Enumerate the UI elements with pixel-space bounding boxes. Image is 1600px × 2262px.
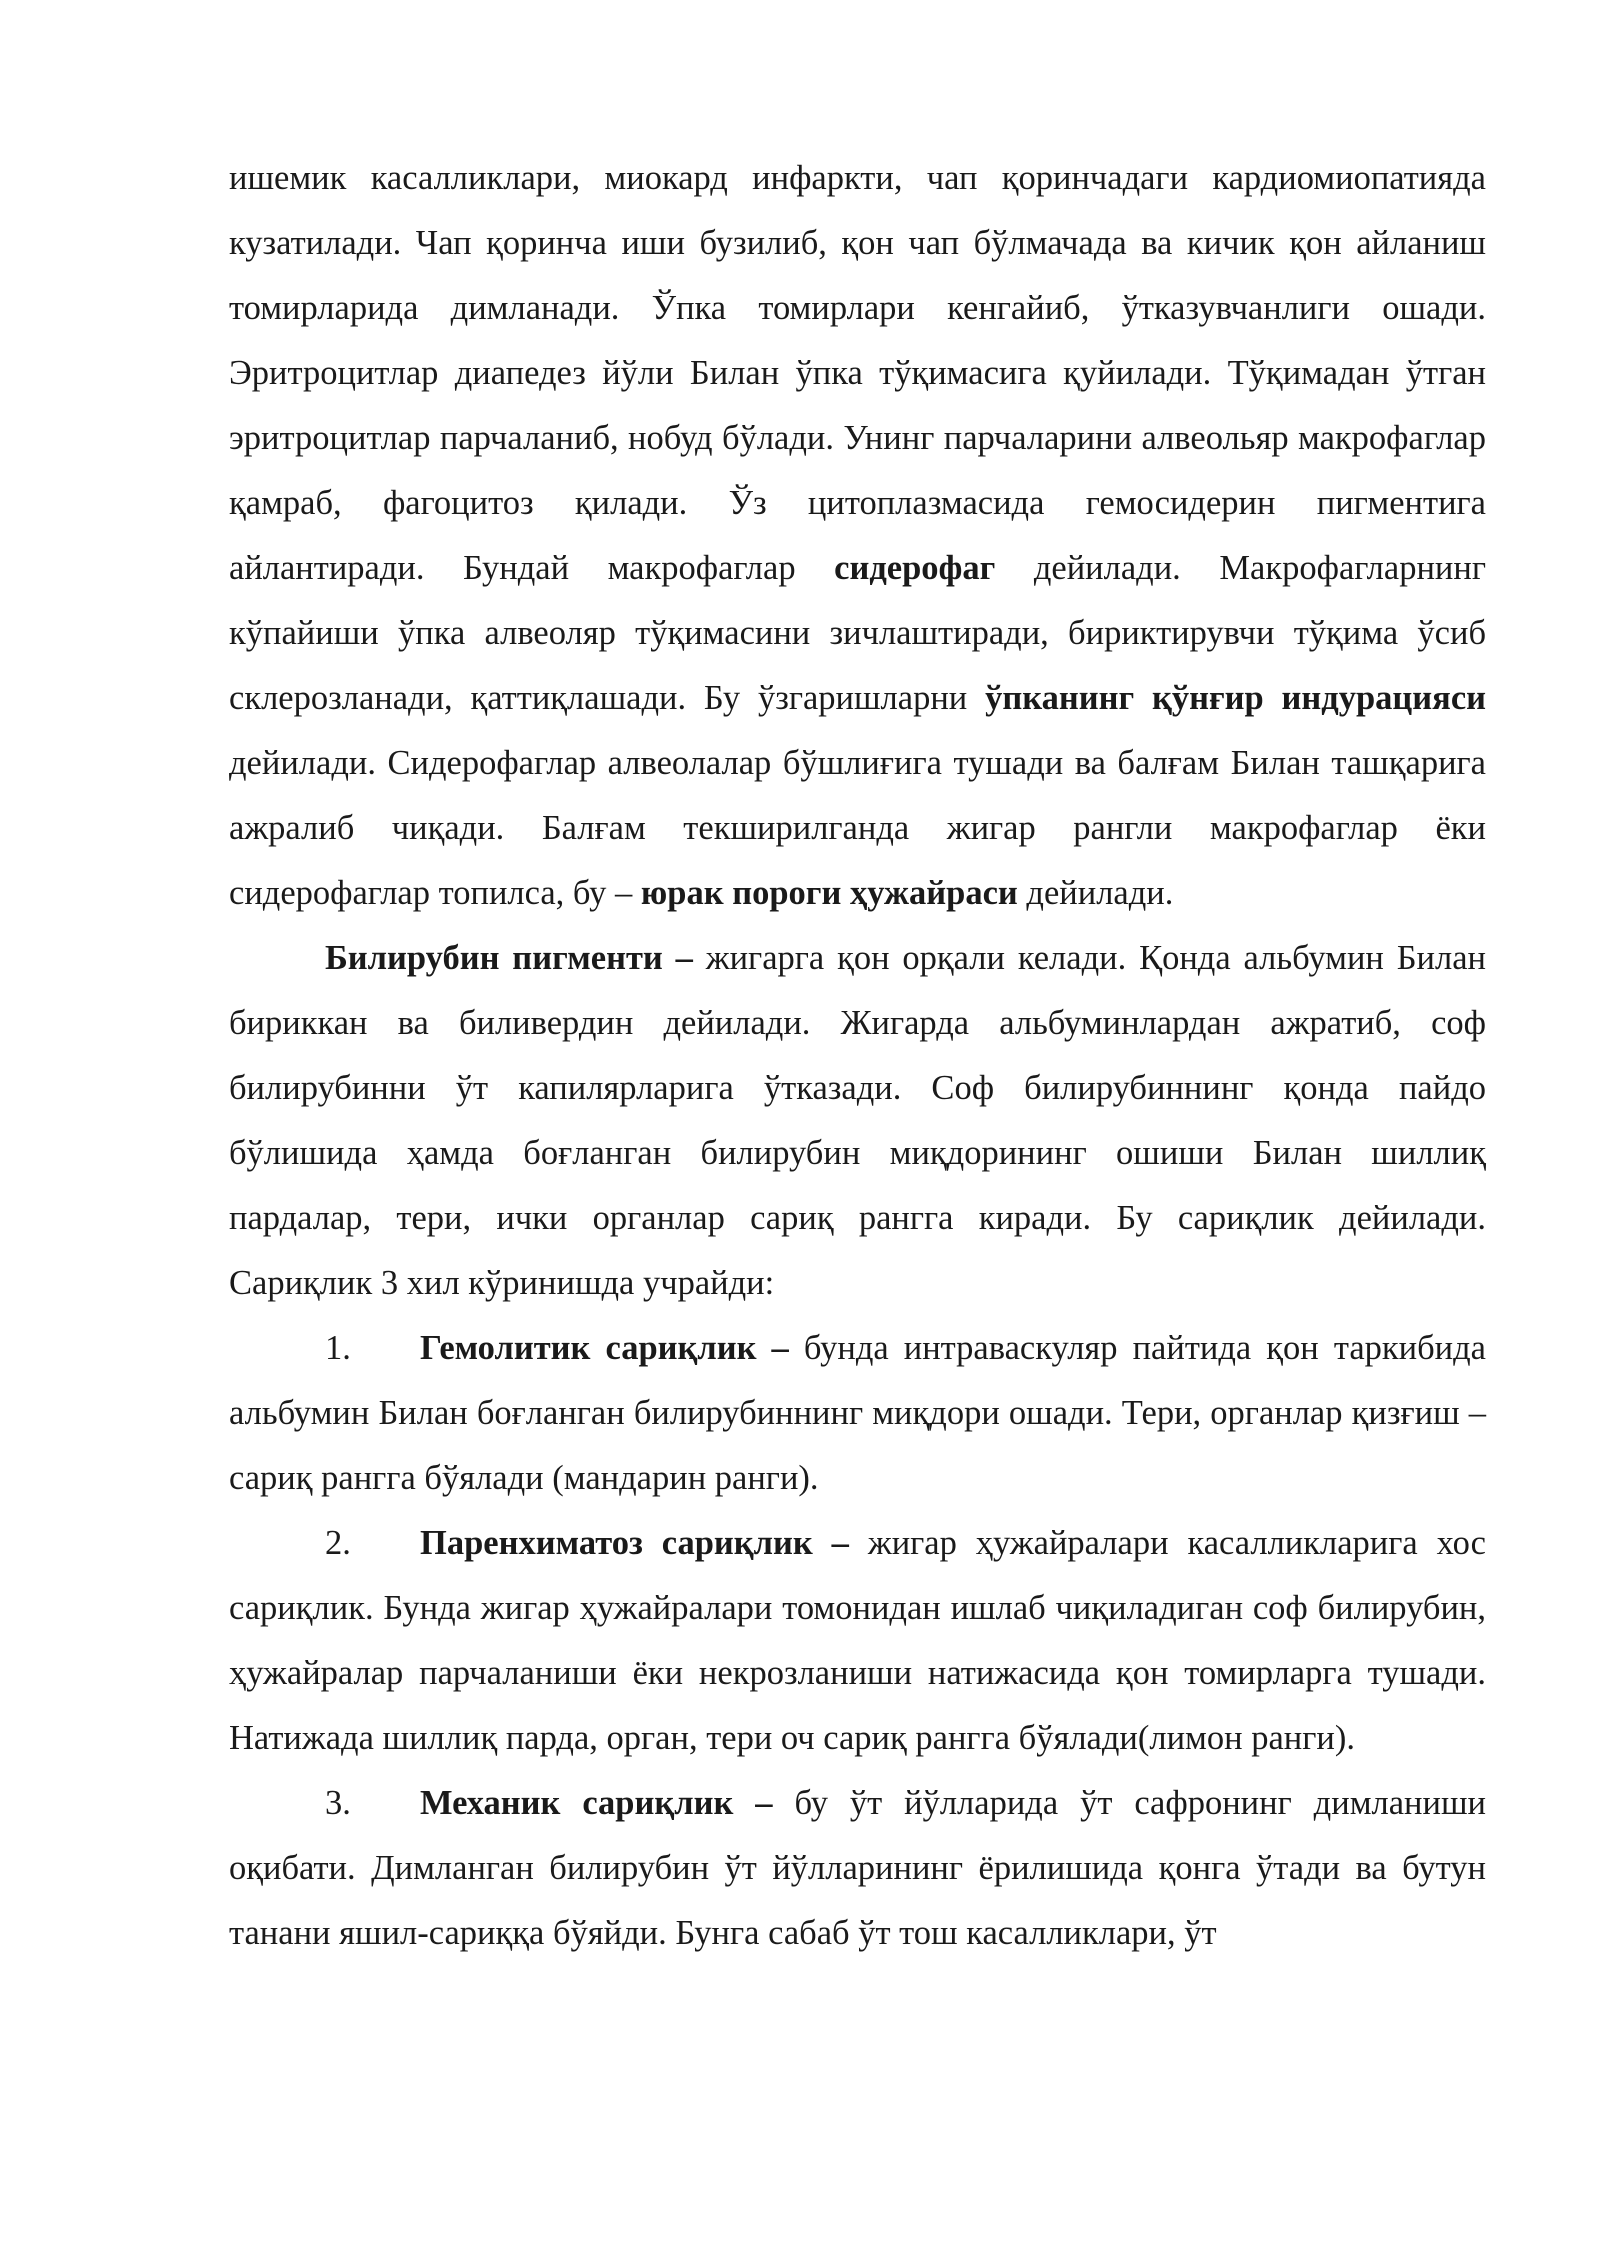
term-heart-failure-cell: юрак пороги ҳужайраси (640, 874, 1018, 912)
paragraph-text: дейилади. Сидерофаглар алвеолалар бўшлиғига тушади ва балғам Билан ташқарига ажралиб чиқади. Балғам текширилганда жигар рангли макрофаглар ёки сидерофаглар топилса, бу – (229, 744, 1486, 912)
list-item-title: Гемолитик сариқлик – (420, 1329, 789, 1367)
list-item-title: Паренхиматоз сариқлик – (420, 1524, 849, 1562)
paragraph-text: дейилади. Макрофагларнинг кўпайиши ўпка алвеоляр тўқимасини зичлаштиради, бириктирувчи тўқима ўсиб склерозланади, қаттиқлашади. Бу ўзгаришларни (229, 549, 1486, 717)
term-siderophage: сидерофаг (834, 549, 996, 587)
list-number: 1. (325, 1329, 351, 1367)
term-bilirubin-pigment: Билирубин пигменти – (325, 939, 693, 977)
paragraph-siderophage (229, 146, 1486, 926)
list-number: 3. (325, 1784, 351, 1822)
paragraph-text: дейилади. (1017, 874, 1174, 912)
list-item-text: бу ўт йўлларида ўт сафронинг димланиши оқибати. Димланган билирубин ўт йўлларининг ёрилишида қонга ўтади ва бутун танани яшил-сариққа бўяйди. Бунга сабаб ўт тош касалликлари, ўт (229, 1784, 1487, 1952)
list-item-hemolytic (229, 1316, 1486, 1511)
term-brown-induration: ўпканинг қўнғир индурацияси (985, 679, 1487, 717)
list-number: 2. (325, 1524, 351, 1562)
list-item-mechanical (229, 1771, 1486, 1966)
paragraph-text: жигарга қон орқали келади. Қонда альбумин Билан бириккан ва биливердин дейилади. Жигарда альбуминлардан ажратиб, соф билирубинни ўт капилярларига ўтказади. Соф билирубиннинг қонда пайдо бўлишида ҳамда боғланган билирубин миқдорининг ошиши Билан шиллиқ пардалар, тери, ички органлар сариқ рангга киради. Бу сариқлик дейилади. Сариқлик 3 хил кўринишда учрайди: (229, 939, 1487, 1302)
paragraph-bilirubin (229, 926, 1486, 1316)
list-item-title: Механик сариқлик – (420, 1784, 773, 1822)
list-item-text: бунда интраваскуляр пайтида қон таркибида альбумин Билан боғланган билирубиннинг миқдори ошади. Тери, органлар қизғиш – сариқ рангга бўялади (мандарин ранги). (229, 1329, 1486, 1497)
document-page (229, 146, 1486, 1966)
list-item-parenchymal (229, 1511, 1486, 1771)
list-item-text: жигар ҳужайралари касалликларига хос сариқлик. Бунда жигар ҳужайралари томонидан ишлаб чиқиладиган соф билирубин, ҳужайралар парчаланиши ёки некрозланиши натижасида қон томирларга тушади. Натижада шиллиқ парда, орган, тери оч сариқ рангга бўялади(лимон ранги). (229, 1524, 1486, 1757)
paragraph-text: ишемик касалликлари, миокард инфаркти, чап қоринчадаги кардиомиопатияда кузатилади. Чап қоринча иши бузилиб, қон чап бўлмачада ва кичик қон айланиш томирларида димланади. Ўпка томирлари кенгайиб, ўтказувчанлиги ошади. Эритроцитлар диапедез йўли Билан ўпка тўқимасига қуйилади. Тўқимадан ўтган эритроцитлар парчаланиб, нобуд бўлади. Унинг парчаларини алвеольяр макрофаглар қамраб, фагоцитоз қилади. Ўз цитоплазмасида гемосидерин пигментига айлантиради. Бундай макрофаглар (229, 159, 1486, 587)
